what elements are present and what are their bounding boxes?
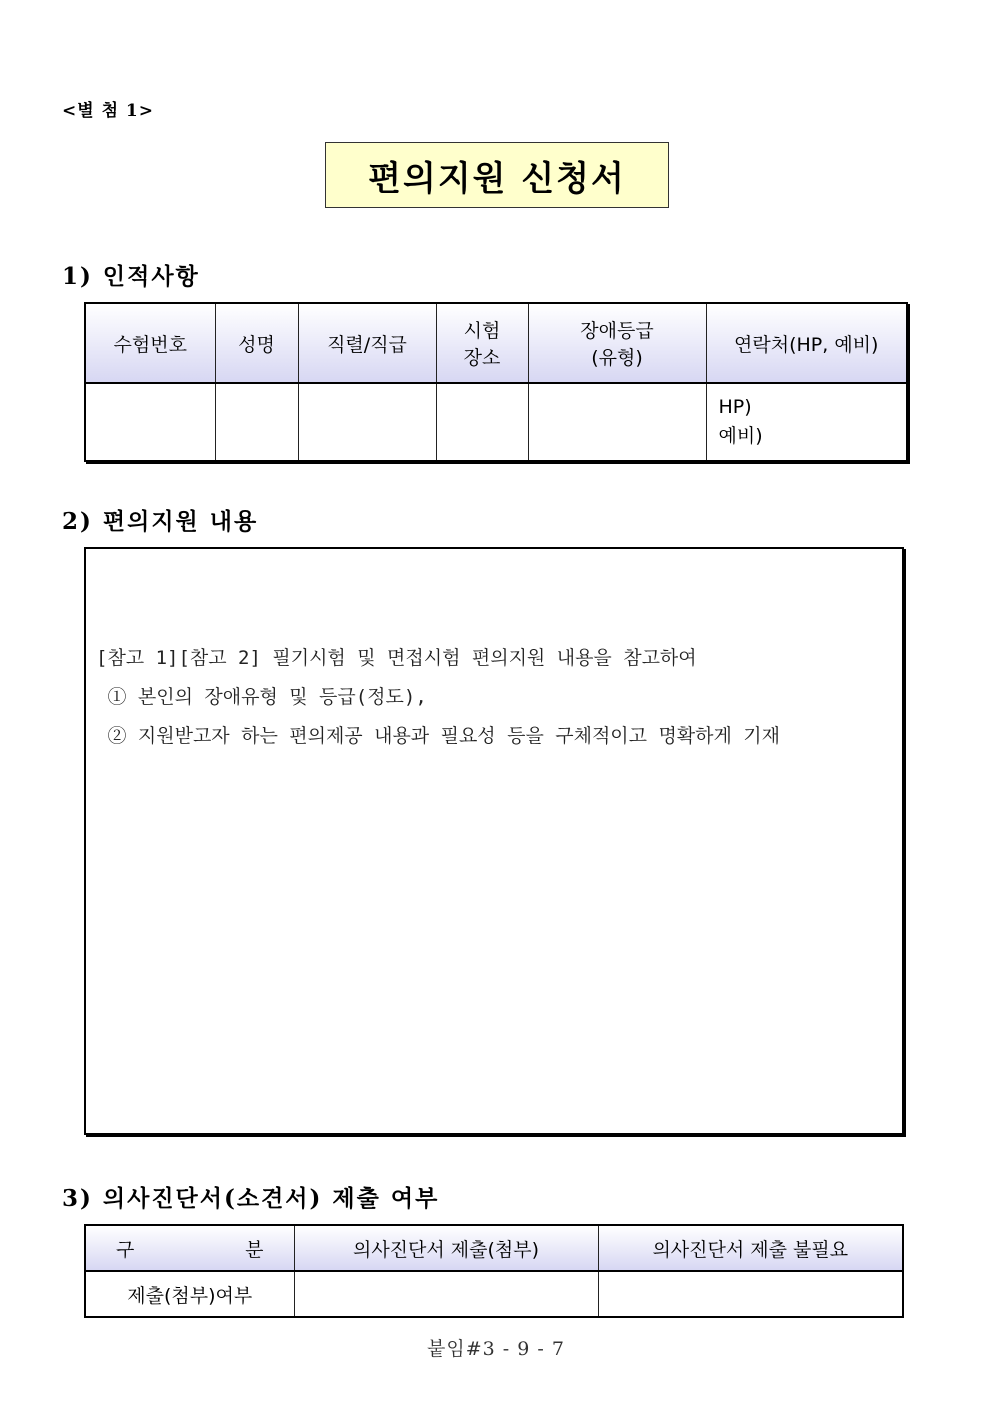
guidance-line-2: ① 본인의 장애유형 및 등급(정도), [96,686,427,708]
diagnosis-submitted-field[interactable] [294,1271,598,1317]
column-header-text: 장소 [463,347,501,369]
name-field[interactable] [215,383,298,461]
section1-heading: 1) 인적사항 [62,263,200,290]
column-header-text: 직렬/직급 [327,333,407,356]
col-name [215,303,298,383]
guidance-line-1: [참고 1][참고 2] 필기시험 및 면접시험 편의지원 내용을 참고하여 [96,647,697,669]
category-label-right: 분 [245,1238,264,1261]
disability-grade-field[interactable] [528,383,706,461]
form-title [325,142,669,208]
column-header-text: 연락처(HP, 예비) [734,333,879,356]
form-title-text: 편의지원 신청서 [368,158,626,199]
column-header-text: 시험 [463,320,501,342]
col-diagnosis-submitted: 의사진단서 제출(첨부) [294,1225,598,1271]
support-content-box[interactable] [84,547,904,1135]
column-header-text: 수험번호 [113,333,187,356]
personal-info-header-row [85,303,907,383]
personal-info-input-row [85,383,907,461]
contact-backup-label: 예비) [718,425,763,447]
col-diagnosis-not-needed: 의사진단서 제출 불필요 [598,1225,903,1271]
col-position [298,303,436,383]
col-category [85,1225,294,1271]
col-disability-grade [528,303,706,383]
col-exam-location [436,303,528,383]
diagnosis-not-needed-field[interactable] [598,1271,903,1317]
position-field[interactable] [298,383,436,461]
submission-status-label: 제출(첨부)여부 [85,1271,294,1317]
diagnosis-input-row [85,1271,903,1317]
section2-heading: 2) 편의지원 내용 [62,508,259,535]
exam-number-field[interactable] [85,383,215,461]
column-header-text: (유형) [591,347,643,369]
column-header-text: 성명 [238,333,275,356]
contact-hp-label: HP) [718,396,752,418]
col-exam-number [85,303,215,383]
diagnosis-header-row [85,1225,903,1271]
category-label-left: 구 [116,1238,135,1261]
exam-location-field[interactable] [436,383,528,461]
diagnosis-table [84,1224,904,1318]
col-contact [706,303,907,383]
personal-info-table [84,302,908,462]
column-header-text: 장애등급 [580,320,654,342]
attachment-label: <별 첨 1> [62,101,154,121]
page-number: 붙임#3 - 9 - 7 [427,1338,565,1360]
contact-field[interactable] [706,383,907,461]
section3-heading: 3) 의사진단서(소견서) 제출 여부 [62,1185,440,1212]
guidance-line-3: ② 지원받고자 하는 편의제공 내용과 필요성 등을 구체적이고 명확하게 기재 [96,725,781,747]
